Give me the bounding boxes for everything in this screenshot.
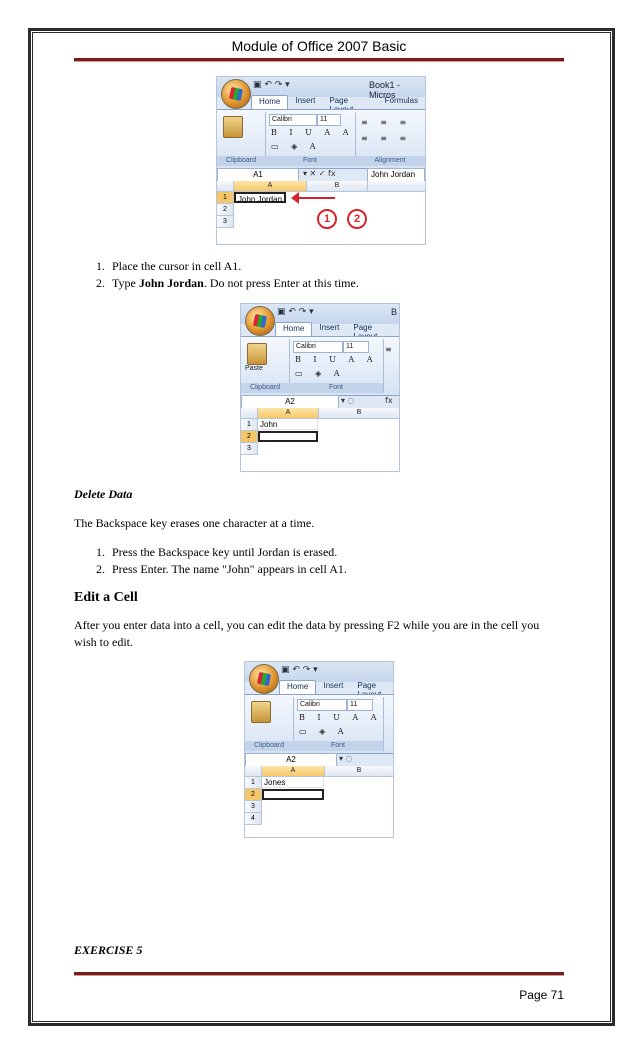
office-button-icon (249, 664, 279, 694)
worksheet-grid (217, 181, 425, 244)
list-text: Place the cursor in cell A1. (112, 259, 242, 273)
font-size-combo: 11 (347, 699, 373, 711)
paste-icon (251, 701, 271, 723)
worksheet-grid (241, 408, 399, 471)
excel-screenshot-3 (244, 661, 394, 838)
cell-a1: John Jordan (234, 192, 286, 203)
cell-a1: Jones (262, 777, 324, 788)
row-header-3: 3 (217, 216, 234, 228)
font-name-combo: Calibri (297, 699, 347, 711)
ribbon-tabs (279, 680, 393, 694)
clipboard-group (217, 112, 266, 166)
column-header-b: B (319, 408, 400, 419)
alignment-icons: ≡ (385, 345, 397, 354)
column-header-b: B (325, 766, 394, 777)
select-all-corner (245, 766, 262, 777)
excel-screenshot-1 (216, 76, 426, 245)
row-header-4: 4 (245, 813, 262, 825)
group-label-font: Font (265, 156, 355, 166)
step-list-item (96, 275, 359, 291)
tab-page-layout: Page (357, 681, 377, 690)
group-label-font: Font (289, 383, 383, 393)
fx-icon: fx (385, 396, 393, 405)
ribbon-body (245, 694, 393, 754)
formula-bar-buttons-icon: ▾ ◌ (339, 754, 353, 763)
tab-home: Home (275, 322, 312, 336)
list-text: Press the Backspace key until Jordan is erased. (112, 545, 338, 559)
tab-insert: Insert (319, 323, 340, 332)
quick-access-toolbar-icon: ▣ ↶ ↷ ▾ (277, 307, 314, 317)
column-header-a: A (258, 408, 319, 419)
window-title: B (391, 307, 398, 317)
list-number: 2. (96, 562, 105, 576)
column-header-b: B (307, 181, 368, 192)
row-header-1: 1 (241, 419, 258, 431)
callout-1: 1 (317, 209, 337, 229)
alignment-group (383, 697, 393, 751)
office-button-icon (245, 306, 275, 336)
section-heading-exercise: EXERCISE 5 (74, 943, 143, 957)
list-text-bold: John Jordan (138, 276, 204, 290)
column-header-a: A (234, 181, 307, 192)
row-header-3: 3 (241, 443, 258, 455)
delete-paragraph: The Backspace key erases one character at a time. (74, 516, 315, 530)
name-box: A2 (241, 395, 339, 409)
section-heading-delete-data: Delete Data (74, 487, 133, 501)
callout-2: 2 (347, 209, 367, 229)
indent-icons: ≡ ≡ ≡ (361, 134, 412, 143)
page-number: Page 71 (519, 988, 564, 1002)
edit-paragraph-line-2: wish to edit. (74, 635, 133, 649)
tab-formulas: Formulas (384, 96, 418, 105)
row-header-2: 2 (245, 789, 262, 801)
group-label-clipboard: Clipboard (245, 741, 293, 751)
section-heading-edit-a-cell: Edit a Cell (74, 590, 138, 605)
tab-insert: Insert (323, 681, 344, 690)
clipboard-group (245, 697, 294, 751)
quick-access-toolbar-icon: ▣ ↶ ↷ ▾ (253, 80, 290, 90)
group-label-clipboard: Clipboard (217, 156, 265, 166)
alignment-group (383, 339, 399, 393)
footer-rule (74, 972, 564, 976)
formula-bar: John Jordan (367, 168, 425, 182)
font-group (289, 339, 384, 393)
cell-a1: John (258, 419, 318, 430)
ribbon-body (217, 109, 425, 169)
office-button-icon (221, 79, 251, 109)
tab-page-layout: Page (353, 323, 373, 332)
tab-page-layout: Page (329, 96, 349, 105)
page-header-title: Module of Office 2007 Basic (231, 38, 407, 54)
group-label-font: Font (293, 741, 383, 751)
border-fill-icons: ▭ ◈ A (295, 369, 345, 378)
group-label-alignment: Alignment (355, 156, 425, 166)
step-list-item (96, 561, 347, 577)
formula-bar-buttons-icon: ▾ ◌ (341, 396, 355, 405)
font-group (265, 112, 356, 166)
row-header-1: 1 (217, 192, 234, 204)
font-format-icons: B I U A A (271, 128, 354, 137)
border-fill-icons: ▭ ◈ A (299, 727, 349, 736)
edit-paragraph-line-1: After you enter data into a cell, you can edit the data by pressing F2 while you are in the cell you (74, 618, 540, 632)
ribbon-tabs (251, 95, 425, 109)
font-size-combo: 11 (343, 341, 369, 353)
clipboard-group (241, 339, 290, 393)
select-all-corner (241, 408, 258, 419)
list-number: 1. (96, 259, 105, 273)
column-header-a: A (262, 766, 325, 777)
paste-icon (223, 116, 243, 138)
ribbon-tabs (275, 322, 399, 336)
cell-a2 (262, 789, 324, 800)
list-text: Press Enter. The name "John" appears in cell A1. (112, 562, 347, 576)
red-arrow-icon (297, 197, 335, 199)
column-header-c (368, 181, 426, 192)
tab-home: Home (251, 95, 288, 109)
window-title: Book1 - Micros (369, 80, 401, 100)
list-number: 2. (96, 276, 105, 290)
alignment-icons: ≡ ≡ ≡ (361, 118, 412, 127)
list-text-post: . Do not press Enter at this time. (203, 276, 359, 290)
name-box: A2 (245, 753, 337, 767)
step-list-item (96, 258, 241, 274)
worksheet-grid (245, 766, 393, 837)
list-number: 1. (96, 545, 105, 559)
quick-access-toolbar-icon: ▣ ↶ ↷ ▾ (281, 665, 318, 675)
font-format-icons: B I U A A (295, 355, 378, 364)
header-rule (74, 58, 564, 62)
row-header-3: 3 (245, 801, 262, 813)
formula-bar-buttons-icon: ▾ ✕ ✓ fx (303, 169, 336, 178)
list-text-pre: Type (112, 276, 139, 290)
name-box: A1 (217, 168, 299, 182)
border-fill-icons: ▭ ◈ A (271, 142, 321, 151)
cell-a2 (258, 431, 318, 442)
excel-screenshot-2 (240, 303, 400, 472)
row-header-1: 1 (245, 777, 262, 789)
paste-label: Paste (245, 365, 263, 372)
font-name-combo: Calibri (269, 114, 317, 126)
group-label-clipboard: Clipboard (241, 383, 289, 393)
font-group (293, 697, 384, 751)
ribbon-body (241, 336, 399, 396)
select-all-corner (217, 181, 234, 192)
alignment-group (355, 112, 425, 166)
tab-home: Home (279, 680, 316, 694)
paste-icon (247, 343, 267, 365)
row-header-2: 2 (241, 431, 258, 443)
tab-insert: Insert (295, 96, 316, 105)
step-list-item (96, 544, 337, 560)
font-size-combo: 11 (317, 114, 341, 126)
font-format-icons: B I U A A (299, 713, 382, 722)
font-name-combo: Calibri (293, 341, 343, 353)
row-header-2: 2 (217, 204, 234, 216)
